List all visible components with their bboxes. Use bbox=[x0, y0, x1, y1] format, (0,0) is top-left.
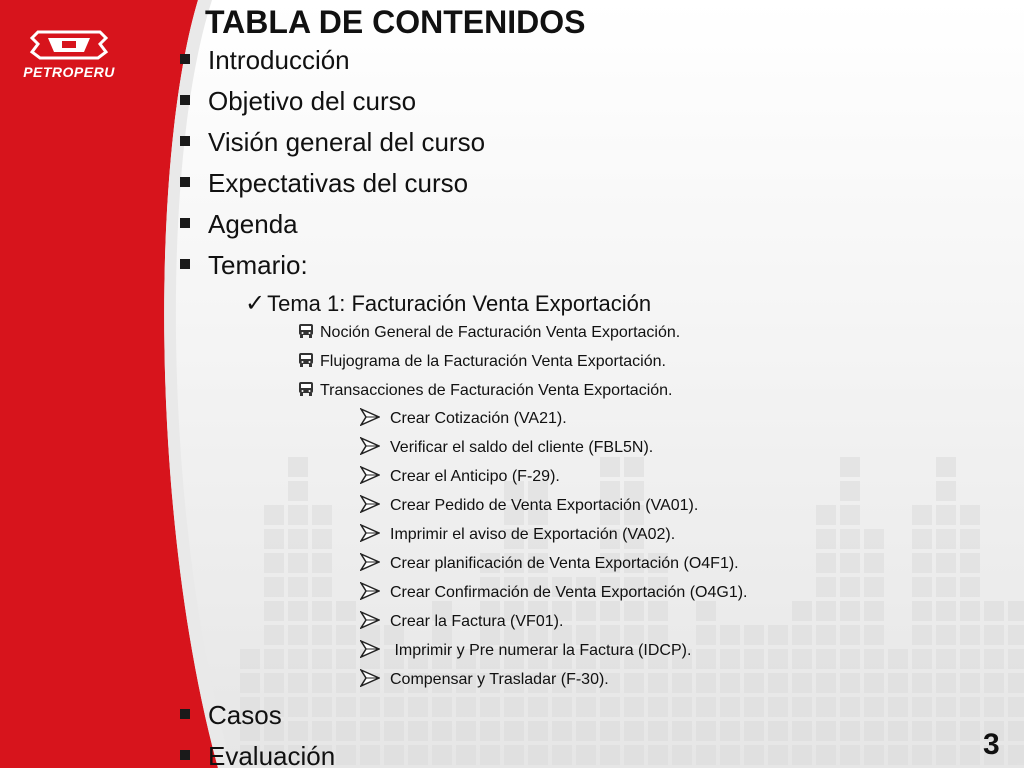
arrow-bullet-icon bbox=[360, 437, 380, 455]
subtopic-item bbox=[298, 382, 673, 400]
arrow-bullet-icon bbox=[360, 611, 380, 629]
square-bullet-icon bbox=[180, 136, 190, 146]
transaction-item bbox=[360, 555, 739, 573]
arrow-bullet-icon bbox=[360, 408, 380, 426]
toc-item bbox=[180, 209, 298, 240]
transaction-item-text: Compensar y Trasladar (F-30). bbox=[390, 671, 609, 689]
petroperu-logo bbox=[14, 24, 124, 84]
arrow-bullet-icon bbox=[360, 495, 380, 513]
subtopic-item bbox=[298, 353, 666, 371]
page-title: TABLA DE CONTENIDOS bbox=[205, 4, 586, 40]
square-bullet-icon bbox=[180, 750, 190, 760]
tema-item bbox=[245, 289, 651, 318]
square-bullet-icon bbox=[180, 95, 190, 105]
subtopic-item-text: Transacciones de Facturación Venta Exportación. bbox=[320, 382, 673, 399]
transaction-item bbox=[360, 671, 609, 689]
square-bullet-icon bbox=[180, 218, 190, 228]
toc-item-text: Visión general del curso bbox=[208, 127, 486, 157]
transaction-item-text: Verificar el saldo del cliente (FBL5N). bbox=[390, 439, 654, 457]
transaction-item-text: Crear Confirmación de Venta Exportación (O4G1). bbox=[390, 584, 748, 602]
transaction-item-text: Crear Cotización (VA21). bbox=[390, 410, 567, 428]
toc-item bbox=[180, 700, 282, 731]
square-bullet-icon bbox=[180, 709, 190, 719]
arrow-bullet-icon bbox=[360, 640, 380, 658]
arrow-bullet-icon bbox=[360, 553, 380, 571]
toc-item bbox=[180, 741, 335, 772]
toc-item-text: Objetivo del curso bbox=[208, 86, 417, 116]
petroperu-emblem-icon bbox=[14, 24, 124, 64]
arrow-bullet-icon bbox=[360, 582, 380, 600]
toc-item bbox=[180, 250, 308, 281]
bus-icon bbox=[298, 381, 314, 397]
transaction-item bbox=[360, 439, 653, 457]
transaction-item bbox=[360, 497, 698, 515]
checkmark-icon: ✓ bbox=[245, 290, 266, 317]
transaction-item-text: Crear el Anticipo (F-29). bbox=[390, 468, 560, 486]
toc-item-text: Expectativas del curso bbox=[208, 168, 469, 198]
bus-icon bbox=[298, 323, 314, 339]
logo-text: PETROPERU bbox=[23, 64, 115, 80]
toc-item bbox=[180, 86, 416, 117]
transaction-item bbox=[360, 410, 567, 428]
transaction-item-text: Crear Pedido de Venta Exportación (VA01). bbox=[390, 497, 699, 515]
toc-item-text: Introducción bbox=[208, 45, 350, 75]
subtopic-item bbox=[298, 324, 680, 342]
toc-item-text: Temario: bbox=[208, 250, 308, 280]
transaction-item-text: Imprimir y Pre numerar la Factura (IDCP). bbox=[390, 642, 692, 660]
arrow-bullet-icon bbox=[360, 669, 380, 687]
square-bullet-icon bbox=[180, 177, 190, 187]
transaction-item-text: Imprimir el aviso de Exportación (VA02). bbox=[390, 526, 676, 544]
transaction-item bbox=[360, 468, 560, 486]
page-number: 3 bbox=[983, 728, 1000, 761]
square-bullet-icon bbox=[180, 54, 190, 64]
toc-item bbox=[180, 168, 468, 199]
square-bullet-icon bbox=[180, 259, 190, 269]
arrow-bullet-icon bbox=[360, 466, 380, 484]
bus-icon bbox=[298, 352, 314, 368]
toc-item-text: Evaluación bbox=[208, 741, 336, 771]
transaction-item-text: Crear planificación de Venta Exportación (O4F1). bbox=[390, 555, 739, 573]
subtopic-item-text: Flujograma de la Facturación Venta Exportación. bbox=[320, 353, 666, 370]
subtopic-item-text: Noción General de Facturación Venta Exportación. bbox=[320, 324, 681, 341]
toc-item-text: Agenda bbox=[208, 209, 298, 239]
toc-item bbox=[180, 127, 485, 158]
arrow-bullet-icon bbox=[360, 524, 380, 542]
tema-item-text: Tema 1: Facturación Venta Exportación bbox=[267, 291, 652, 316]
toc-item-text: Casos bbox=[208, 700, 282, 730]
transaction-item bbox=[360, 526, 675, 544]
transaction-item bbox=[360, 642, 691, 660]
transaction-item bbox=[360, 584, 748, 602]
transaction-item-text: Crear la Factura (VF01). bbox=[390, 613, 564, 631]
toc-item bbox=[180, 45, 350, 76]
transaction-item bbox=[360, 613, 563, 631]
